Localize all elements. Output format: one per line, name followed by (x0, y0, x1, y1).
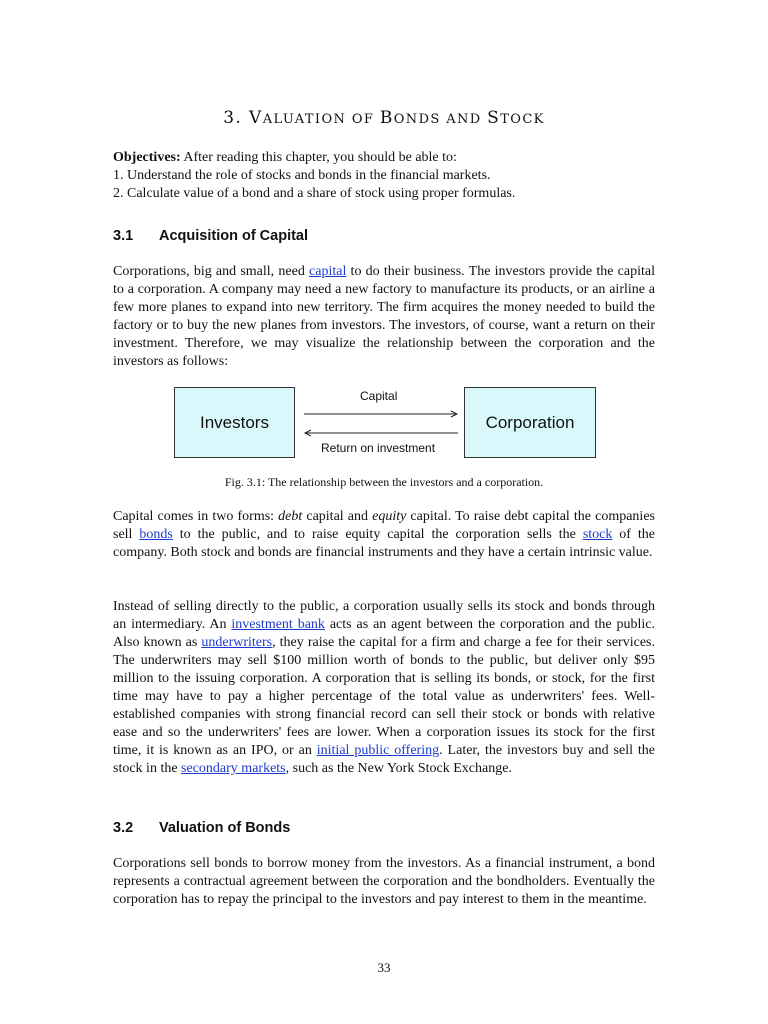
return-arrow-label: Return on investment (321, 441, 436, 455)
text-run: . Later, the investors buy and sell the stock in the (113, 743, 655, 776)
underwriters-link[interactable]: underwriters (201, 635, 273, 650)
objective-item: 2. Calculate value of a bond and a share of stock using proper formulas. (113, 186, 516, 201)
title-part: ALUATION OF (262, 112, 380, 127)
investment-bank-link[interactable]: investment bank (231, 617, 325, 632)
investor-corporation-diagram (174, 385, 596, 460)
text-run: , they raise the capital for a firm and charge a fee for their services. The underwriters may sell $100 million worth of bonds to the public, but deliver only $95 million to the issuing corporation. A corporation that is selling its bonds, or stock, for the first time may have to pay a higher percentage of the total value as underwriters' fees. Well-established companies with strong financial record can sell their stock or bonds with relative ease and so the underwriters' fees are lower. When a corporation issues its stock for the first time, it is known as an IPO, or an (113, 635, 655, 758)
capital-link[interactable]: capital (309, 264, 347, 279)
figure-caption: Fig. 3.1: The relationship between the investors and a corporation. (224, 475, 544, 489)
text-run: , such as the New York Stock Exchange. (285, 761, 512, 776)
capital-arrow-label: Capital (360, 389, 398, 403)
initial-public-offering-link[interactable]: initial public offering (316, 743, 440, 758)
objectives-intro: After reading this chapter, you should be able to: (180, 150, 457, 165)
objective-item: 1. Understand the role of stocks and bonds in the financial markets. (113, 168, 491, 183)
objectives-block (113, 149, 655, 203)
section1-paragraph (113, 263, 655, 371)
title-part: ONDS AND (393, 112, 488, 127)
chapter-title (113, 108, 655, 128)
text-run: capital. To raise debt capital the companies sell (113, 509, 655, 542)
investors-box: Investors (174, 387, 295, 458)
text-run: Instead of selling directly to the public, a corporation usually sells its stock and bonds through an intermediary. An (113, 599, 655, 632)
section-number: 3.2 (113, 820, 134, 836)
section-heading-3-1 (113, 228, 308, 244)
title-part: 3. V (223, 108, 263, 128)
objectives-label: Objectives: (113, 150, 181, 165)
text-run: Capital comes in two forms: (113, 509, 279, 524)
section-title: Valuation of Bonds (159, 820, 291, 836)
equity-term: equity (372, 509, 407, 524)
section-heading-3-2 (113, 820, 290, 836)
title-part: S (487, 108, 501, 128)
stock-link[interactable]: stock (582, 527, 613, 542)
paragraph-capital-forms (113, 508, 655, 562)
page-number: 33 (377, 960, 391, 975)
right-arrow-icon (304, 411, 457, 417)
debt-term: debt (278, 509, 303, 524)
bonds-paragraph: Corporations sell bonds to borrow money from the investors. As a financial instrument, a bond represents a contractual agreement between the corporation and the bondholders. Eventually the corporation has to repay the principal to the investors and pay interest to them in the meantime. (113, 856, 655, 907)
left-arrow-icon (305, 430, 458, 436)
secondary-markets-link[interactable]: secondary markets (181, 761, 286, 776)
text-run: Corporations, big and small, need (113, 264, 310, 279)
text-run: of the company. Both stock and bonds are financial instruments and they have a certain intrinsic value. (113, 527, 655, 560)
text-run: acts as an agent between the corporation and the public. Also known as (113, 617, 656, 650)
bonds-link[interactable]: bonds (139, 527, 173, 542)
corporation-box: Corporation (464, 387, 596, 458)
text-run: to do their business. The investors provide the capital to a corporation. A company may need a new factory to manufacture its products, or an airline a few more planes to expand into new territory. The firm acquires the money needed to build the factory or to buy the new planes from investors. The investors, of course, want a return on their investment. Therefore, we may visualize the relationship between the corporation and the investors as follows: (113, 264, 655, 369)
section-title: Acquisition of Capital (159, 228, 309, 244)
diagram-arrows (302, 405, 460, 441)
text-run: capital and (302, 509, 373, 524)
text-run: to the public, and to raise equity capital the corporation sells the (172, 527, 583, 542)
section-number: 3.1 (113, 228, 134, 244)
title-part: B (379, 108, 394, 128)
section2-paragraph (113, 855, 655, 909)
paragraph-intermediary (113, 598, 655, 778)
title-part: TOCK (500, 112, 545, 127)
